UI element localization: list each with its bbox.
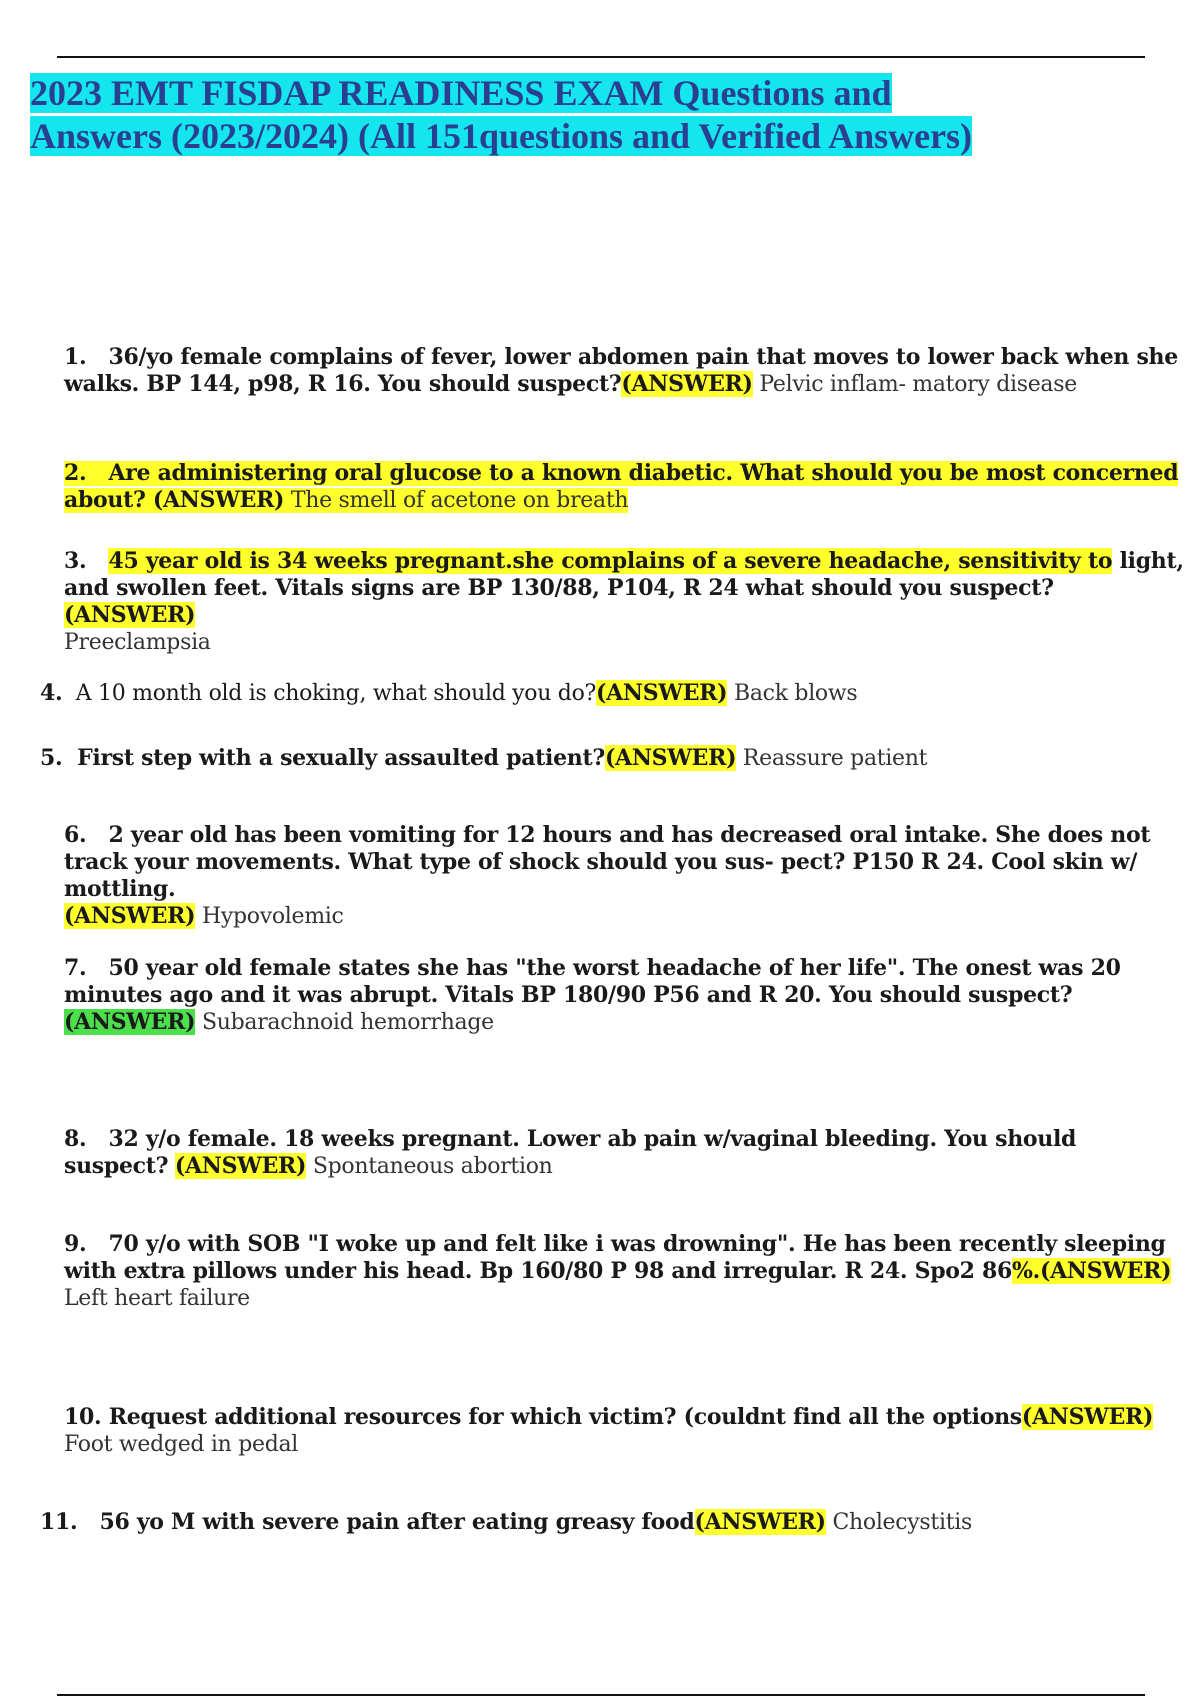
question-text: 70 y/o with SOB "I woke up and felt like i was drowning". He has been recently sleeping with extra pillows under his head. Bp 160/80 P 98 and irregular. R 24. Spo2 86 [64,1231,1166,1284]
question-number: 3. [64,548,87,574]
question-number: 7. [64,955,87,981]
answer-tag: (ANSWER) [64,903,196,929]
title-line-1: 2023 EMT FISDAP READINESS EXAM Questions and [30,73,892,113]
question-text-highlighted: %. [1012,1258,1040,1284]
bottom-rule [57,1694,1145,1696]
answer-tag: (ANSWER) [621,371,753,397]
document-title [30,72,1030,158]
answer-text: Pelvic inflam- matory disease [759,372,1077,397]
question-text-highlighted: 45 year old is 34 weeks pregnant.she complains of a severe headache, sensitivity to [108,548,1113,574]
answer-text: Hypovolemic [201,904,344,929]
question-text: 56 yo M with severe pain after eating greasy food [99,1509,695,1535]
answer-tag: (ANSWER) [64,602,196,628]
question-text: 36/yo female complains of fever, lower abdomen pain that moves to lower back when she walks. BP 144, p98, R 16. You should suspect? [64,344,1178,397]
question-text: 50 year old female states she has "the worst headache of her life". The onest was 20 minutes ago and it was abrupt. Vitals BP 180/90 P56 and R 20. You should suspect? [64,955,1121,1008]
question-10 [64,1404,1184,1458]
answer-text: Left heart failure [64,1286,250,1311]
question-number: 11. [40,1509,78,1535]
answer-tag: (ANSWER) [152,487,285,513]
answer-text: Reassure patient [742,746,928,771]
question-text: Request additional resources for which victim? (couldnt find all the options [108,1404,1022,1430]
question-text: 2 year old has been vomiting for 12 hours and has decreased oral intake. She does not track your movements. What type of shock should you sus- pect? P150 R 24. Cool skin w/ mottling. [64,822,1151,902]
top-rule [57,56,1145,58]
question-number: 2. [64,460,87,486]
answer-tag: (ANSWER) [1040,1258,1172,1284]
question-text: light, and swollen feet. Vitals signs are BP 130/88, P104, R 24 what should you suspect? [64,548,1184,601]
question-number: 10. [64,1404,102,1430]
question-number: 9. [64,1231,87,1257]
answer-tag: (ANSWER) [174,1153,307,1179]
answer-tag: (ANSWER) [694,1509,826,1535]
answer-text: Back blows [733,681,858,706]
answer-text: Preeclampsia [64,630,211,655]
question-11 [40,1509,1160,1536]
answer-tag: (ANSWER) [596,680,728,706]
question-1 [64,344,1184,398]
question-2 [64,460,1184,514]
answer-text: Subarachnoid hemorrhage [201,1010,494,1035]
question-3 [64,548,1184,656]
question-6 [64,822,1184,930]
answer-text: The smell of acetone on breath [290,488,629,513]
answer-text: Cholecystitis [832,1510,972,1535]
question-7 [64,955,1184,1036]
question-number: 4. [40,680,63,706]
question-number: 5. [40,745,63,771]
answer-tag: (ANSWER) [64,1009,196,1035]
question-text: First step with a sexually assaulted patient? [77,745,605,771]
answer-text: Foot wedged in pedal [64,1432,299,1457]
question-text: A 10 month old is choking, what should you do? [75,681,597,706]
answer-tag: (ANSWER) [604,745,737,771]
question-number: 6. [64,822,87,848]
question-number: 1. [64,344,87,370]
question-4 [40,680,1160,707]
answer-text: Spontaneous abortion [312,1154,553,1179]
answer-tag: (ANSWER) [1021,1404,1154,1430]
question-5 [40,745,1160,772]
question-text: 32 y/o female. 18 weeks pregnant. Lower ab pain w/vaginal bleeding. You should suspect? [64,1126,1077,1179]
title-line-2: Answers (2023/2024) (All 151questions and Verified Answers) [30,116,973,156]
question-number: 8. [64,1126,87,1152]
question-9 [64,1231,1184,1312]
question-text: Are administering oral glucose to a known diabetic. What should you be most concerned about? [64,460,1179,513]
question-8 [64,1126,1184,1180]
